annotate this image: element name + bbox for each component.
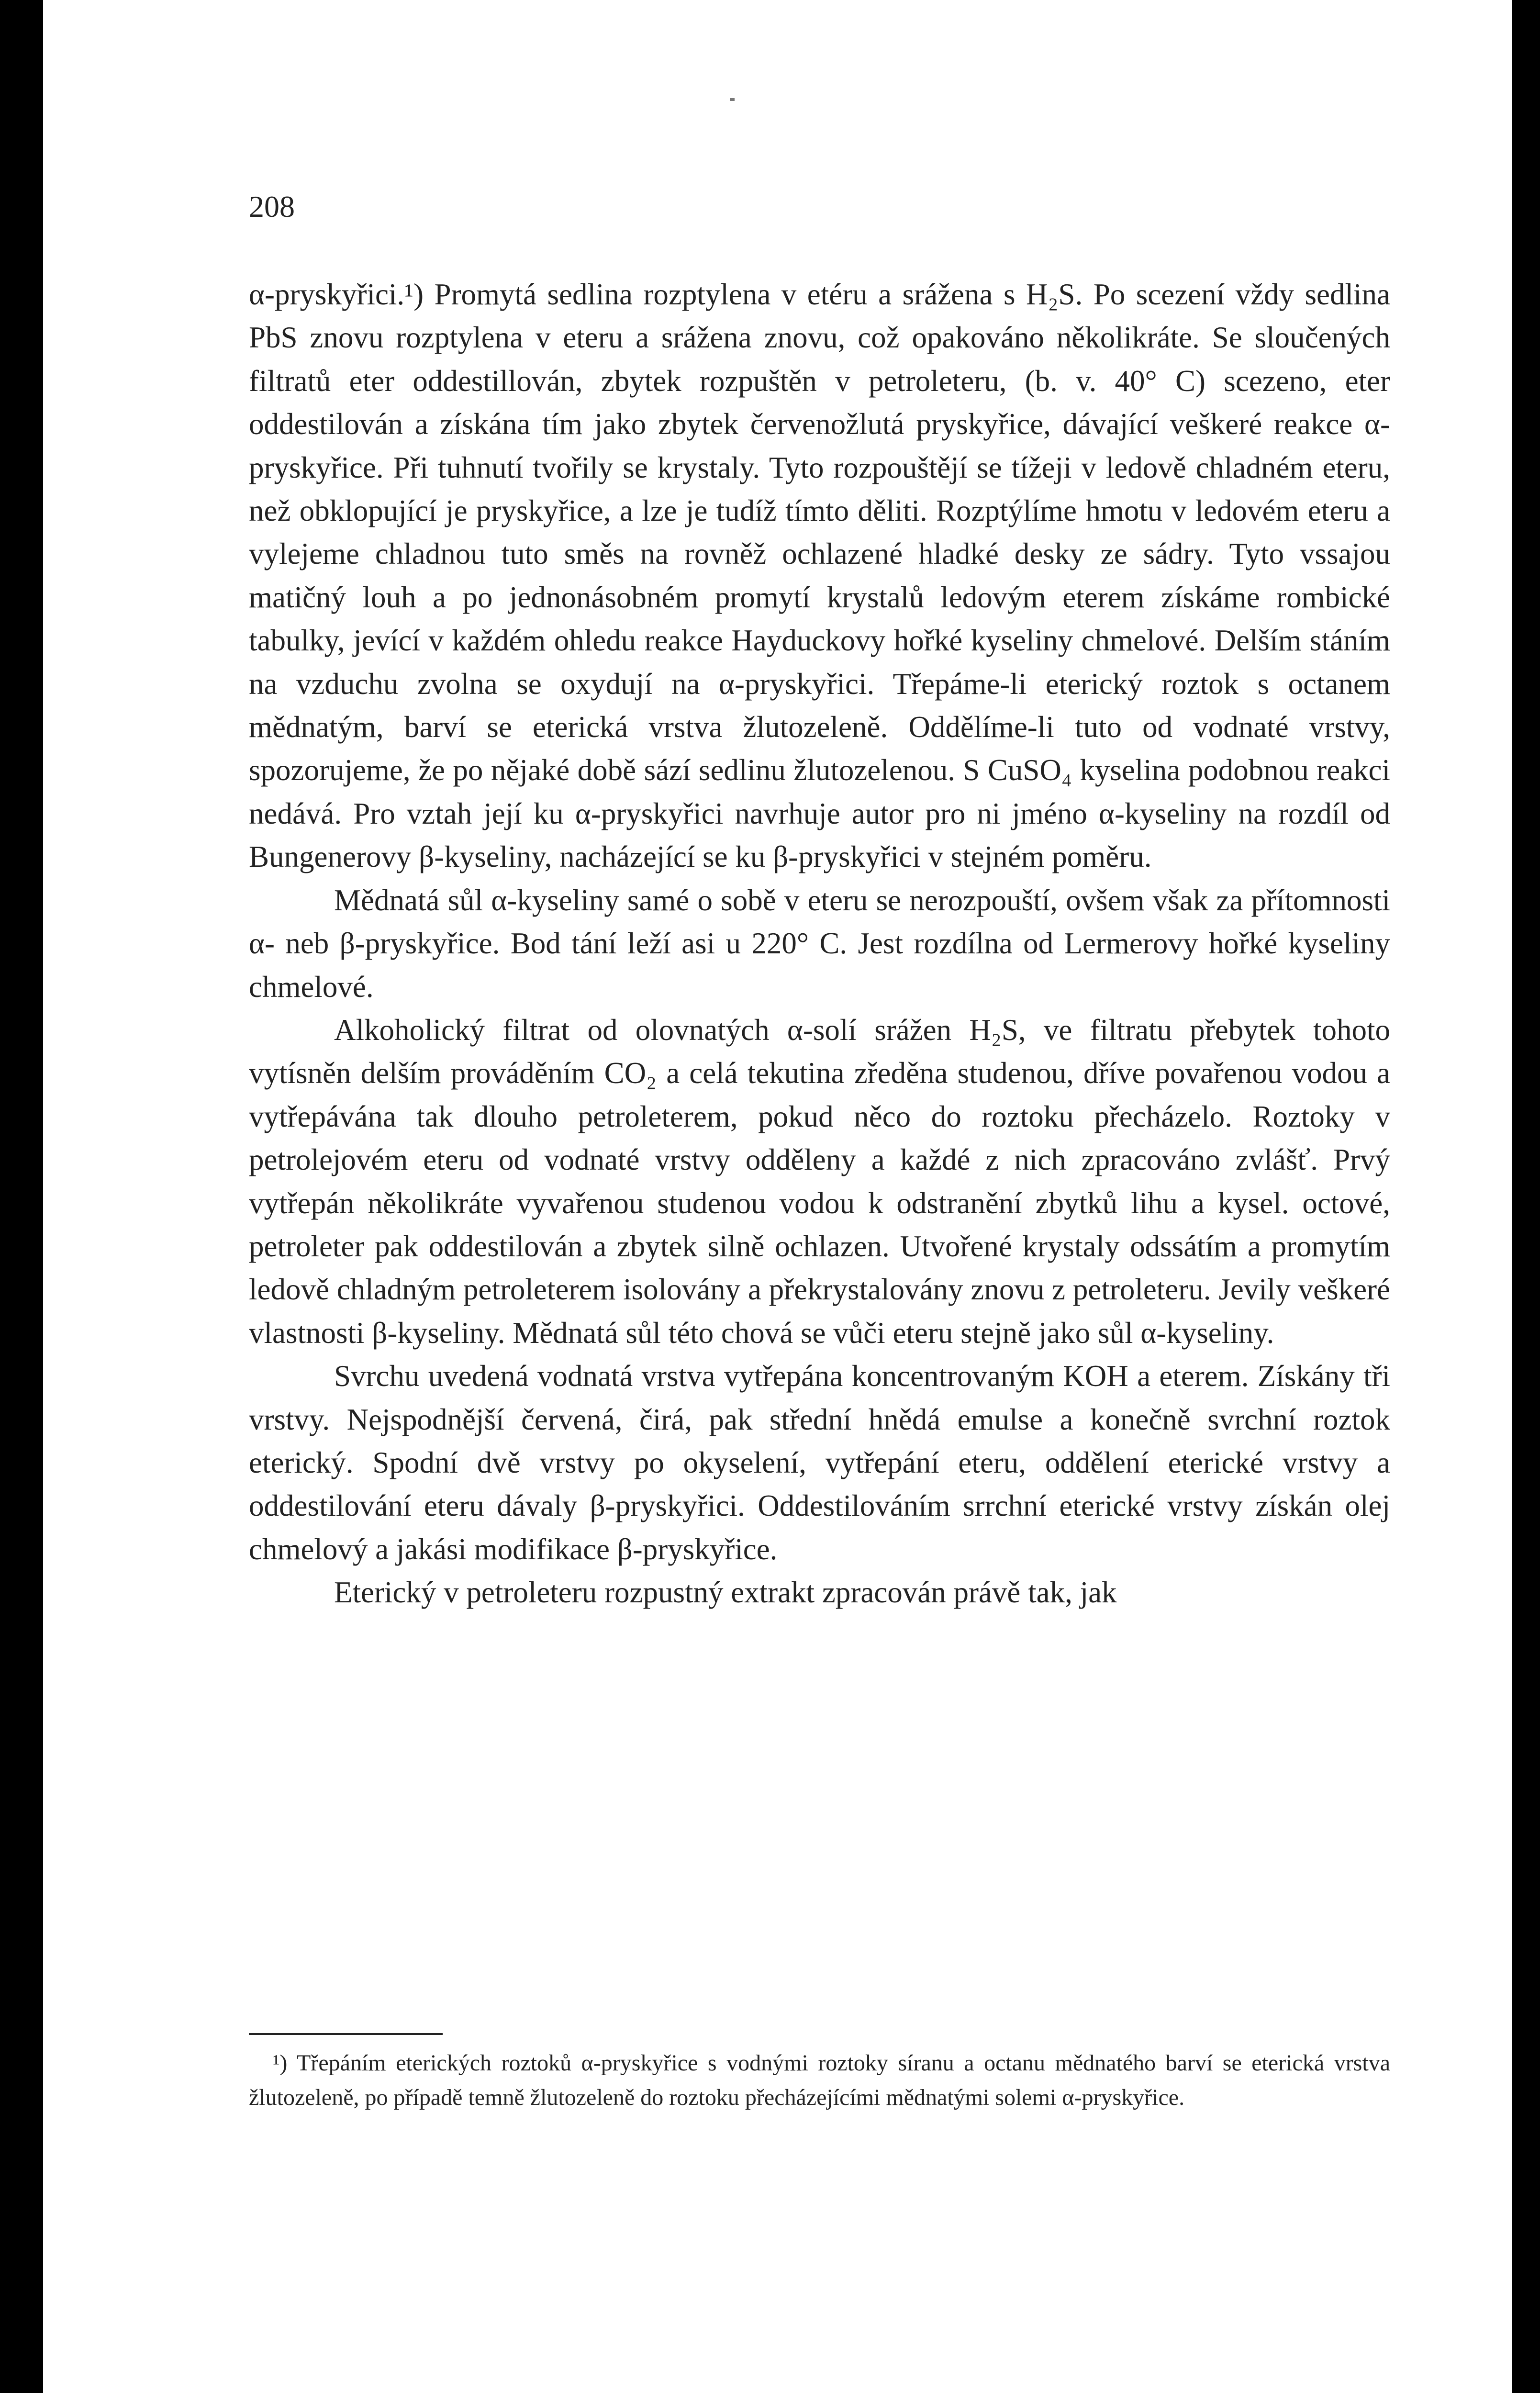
footnote-divider: [249, 2033, 443, 2035]
footnote-1: ¹) Třepáním eterických roztoků α-pryskyřice s vodnými roztoky síranu a octanu mědnatého barví se eterická vrstva žlutozeleně, po případě temně žlutozeleně do roztoku přecházejícími mědnatými solemi α-pryskyřice.: [249, 2050, 1390, 2110]
scan-speck: [730, 98, 735, 101]
paragraph-2: Mědnatá sůl α-kyseliny samé o sobě v eteru se nerozpouští, ovšem však za přítomnosti α- neb β-pryskyřice. Bod tání leží asi u 220° C. Jest rozdílna od Lermerovy hořké kyseliny chmelové.: [249, 883, 1390, 1004]
paragraph-3: Alkoholický filtrat od olovnatých α-solí srážen H₂S, ve filtratu přebytek tohoto vytísněn delším prováděním CO₂ a celá tekutina zředěna studenou, dříve povařenou vodou a vytřepávána tak dlouho petroleterem, pokud něco do roztoku přecházelo. Roztoky v petrolejovém eteru od vodnaté vrstvy odděleny a každé z nich zpracováno zvlášť. Prvý vytřepán několikráte vyvařenou studenou vodou k odstranění zbytků lihu a kysel. octové, petroleter pak oddestilován a zbytek silně ochlazen. Utvořené krystaly odssátím a promytím ledově chladným petroleterem isolovány a překrystalovány znovu z petroleteru. Jevily veškeré vlastnosti β-kyseliny. Mědnatá sůl této chová se vůči eteru stejně jako sůl α-kyseliny.: [249, 1013, 1390, 1350]
paragraph-4: Svrchu uvedená vodnatá vrstva vytřepána koncentrovaným KOH a eterem. Získány tři vrstvy. Nejspodnější červená, čirá, pak střední hnědá emulse a konečně svrchní roztok eterický. Spodní dvě vrstvy po okyselení, vytřepání eteru, oddělení eterické vrstvy a oddestilování eteru dávaly β-pryskyřici. Oddestilováním srrchní eterické vrstvy získán olej chmelový a jakási modifikace β-pryskyřice.: [249, 1359, 1390, 1566]
paragraph-5: Eterický v petroleteru rozpustný extrakt zpracován právě tak, jak: [334, 1576, 1117, 1610]
footnotes: [249, 2046, 1390, 2115]
paragraph-1: α-pryskyřici.¹) Promytá sedlina rozptylena v etéru a srážena s H₂S. Po scezení vždy sedlina PbS znovu rozptylena v eteru a srážena znovu, což opakováno několikráte. Se sloučených filtratů eter oddestillován, zbytek rozpuštěn v petroleteru, (b. v. 40° C) scezeno, eter oddestilován a získána tím jako zbytek červenožlutá pryskyřice, dávající veškeré reakce α-pryskyřice. Při tuhnutí tvořily se krystaly. Tyto rozpouštějí se tížeji v ledově chladném eteru, než obklopující je pryskyřice, a lze je tudíž tímto děliti. Rozptýlíme hmotu v ledovém eteru a vylejeme chladnou tuto směs na rovněž ochlazené hladké desky ze sádry. Tyto vssajou matičný louh a po jednonásobném promytí krystalů ledovým eterem získáme rombické tabulky, jevící v každém ohledu reakce Hayduckovy hořké kyseliny chmelové. Delším stáním na vzduchu zvolna se oxydují na α-pryskyřici. Třepáme-li eterický roztok s octanem mědnatým, barví se eterická vrstva žlutozeleně. Oddělíme-li tuto od vodnaté vrstvy, spozorujeme, že po nějaké době sází sedlinu žlutozelenou. S CuSO₄ kyselina podobnou reakci nedává. Pro vztah její ku α-pryskyřici navrhuje autor pro ni jméno α-kyseliny na rozdíl od Bungenerovy β-kyseliny, nacházející se ku β-pryskyřici v stejném poměru.: [249, 278, 1390, 874]
main-text: [249, 273, 1390, 1614]
page-number: 208: [249, 190, 295, 224]
